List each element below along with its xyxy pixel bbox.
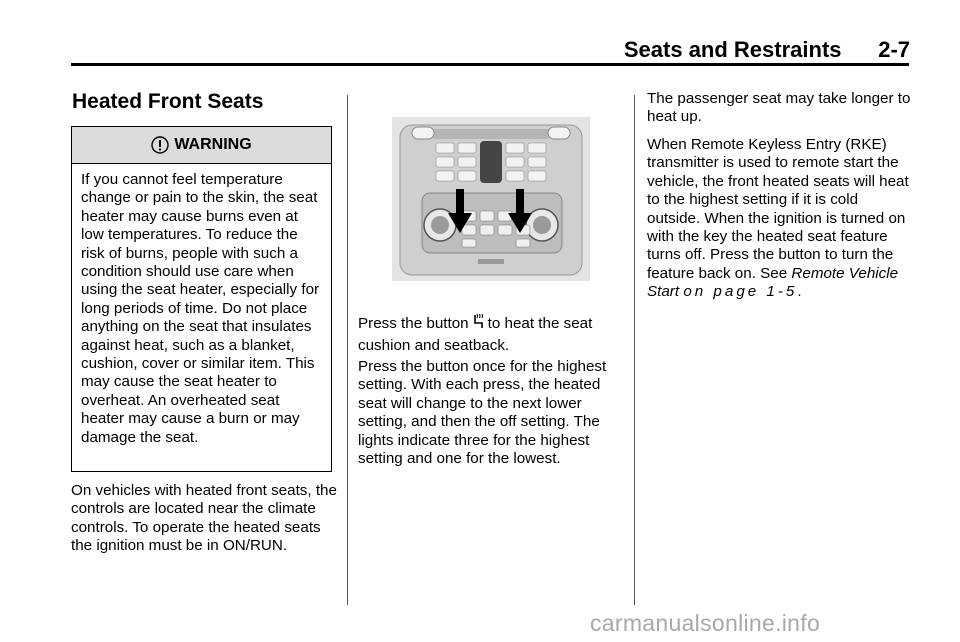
- press-text-before: Press the button: [358, 315, 469, 332]
- cross-reference-page[interactable]: on page 1-5: [683, 283, 798, 301]
- watermark: carmanualsonline.info: [590, 610, 821, 636]
- intro-paragraph: On vehicles with heated front seats, the controls are located near the climate controls. To operate the heated seats the ignition must be in ON/RUN.: [71, 482, 337, 555]
- column-divider: [347, 95, 348, 605]
- press-text-after: to heat the seat cushion and seatback.: [358, 315, 593, 354]
- passenger-paragraph: The passenger seat may take longer to heat up.: [647, 90, 911, 126]
- warning-label: WARNING: [174, 136, 252, 153]
- press-instruction: [358, 313, 630, 357]
- remote-start-text: When Remote Keyless Entry (RKE) transmitter is used to remote start the vehicle, the front heated seats will heat to the highest setting if it is cold outside. When the ignition is turned on with the key the heated seat feature turns off. Press the button to turn the feature back on. See: [647, 136, 909, 282]
- header-section: Seats and Restraints: [623, 37, 842, 62]
- header-rule: [71, 63, 909, 66]
- settings-paragraph: Press the button once for the highest setting. With each press, the heated seat will change to the next lower setting, and then the off setting. The lights indicate three for the highest setting and one for the lowest.: [358, 358, 607, 468]
- remote-start-paragraph: [647, 136, 913, 302]
- column-divider: [634, 95, 635, 605]
- heated-seat-icon: [471, 313, 485, 331]
- page-header: [624, 37, 910, 63]
- climate-control-panel-image: [392, 117, 590, 281]
- section-title: Heated Front Seats: [72, 90, 264, 113]
- warning-triangle-icon: [151, 136, 169, 154]
- warning-text: If you cannot feel temperature change or pain to the skin, the seat heater may cause burns even at low temperatures. To reduce the risk of burns, people with such a condition should use care when using the seat heater, especially for long periods of time. Do not place anything on the seat that insulates against heat, such as a blanket, cushion, cover or similar item. This may cause the seat heater to overheat. An overheated seat heater may cause a burn or may damage the seat.: [81, 171, 320, 446]
- cross-reference-link[interactable]: Remote Vehicle Start: [647, 264, 899, 301]
- warning-box: [71, 126, 332, 472]
- sentence-end: .: [797, 283, 802, 301]
- header-page-number: 2-7: [878, 37, 910, 62]
- warning-header: [72, 127, 331, 164]
